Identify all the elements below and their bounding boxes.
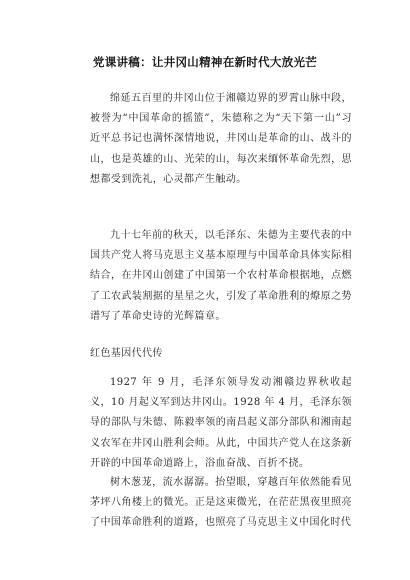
section-heading: 红色基因代代传 <box>90 348 163 359</box>
paragraph-uprising: 1927 年 9 月，毛泽东领导发动湘赣边界秋收起义，10 月起义军到达井冈山。1928 年 4 月，毛泽东领导的部队与朱德、陈毅率领的南昌起义部分部队和湘南起义农军在井冈山胜利会师。从此，中国共产党人在这条新开辟的中国革命道路上，浴血奋战、百折不挠。 <box>90 377 352 469</box>
paragraph-light: 树木葱茏，流水潺潺。抬望眼，穿越百年依然能看见茅坪八角楼上的微光。正是这束微光，在茫茫黑夜里照亮了中国革命胜利的道路，也照亮了马克思主义中国化时代 <box>90 477 352 529</box>
paragraph-intro: 绵延五百里的井冈山位于湘赣边界的罗霄山脉中段，被誉为“中国革命的摇篮”，朱德称之为“天下第一山”习近平总书记也满怀深情地说，井冈山是革命的山、战斗的山，也是英雄的山、光荣的山，每次来缅怀革命先烈，思想都受到洗礼，心灵都产生触动。 <box>90 93 352 185</box>
paragraph-history: 九十七年前的秋天，以毛泽东、朱德为主要代表的中国共产党人将马克思主义基本原理与中国革命具体实际相结合，在井冈山创建了中国第一个农村革命根据地，点燃了工农武装割据的星星之火，引发了革命胜利的燎原之势谱写了革命史诗的光辉篇章。 <box>90 230 352 322</box>
document-title: 党课讲稿：让井冈山精神在新时代大放光芒 <box>92 55 318 69</box>
